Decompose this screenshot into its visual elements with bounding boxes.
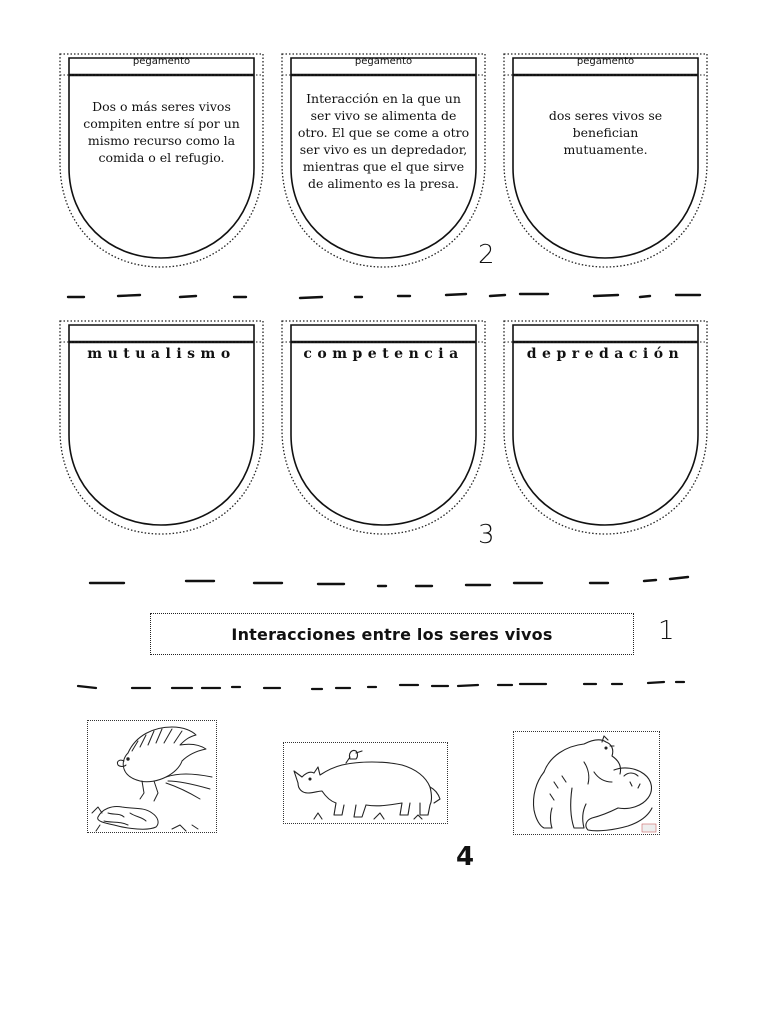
definition-pocket-2	[281, 53, 486, 268]
title-box	[150, 613, 634, 655]
glue-label: pegamento	[132, 56, 191, 67]
definition-pocket-1	[59, 53, 264, 268]
eagle-and-snake-drawing	[88, 721, 218, 834]
term-pocket-3	[503, 320, 708, 535]
term-pocket-1	[59, 320, 264, 535]
section-number-3: 3	[478, 520, 495, 550]
term-pocket-2	[281, 320, 486, 535]
glue-label: pegamento	[576, 56, 635, 67]
section-number-4: 4	[456, 842, 475, 872]
glue-label: pegamento	[354, 56, 413, 67]
section-number-2: 2	[478, 240, 495, 270]
term-label: competencia	[303, 346, 464, 362]
picture-bears-fighting	[513, 731, 660, 835]
bears-fighting-drawing	[514, 732, 661, 836]
definition-text: Interacción en la que un ser vivo se alimenta de otro. El que se come a otro ser vivo es un depredador, mientras que el que sirve de alimento es la presa.	[297, 91, 470, 191]
term-label: mutualismo	[87, 346, 236, 362]
page-title: Interacciones entre los seres vivos	[231, 624, 553, 644]
definition-pocket-3	[503, 53, 708, 268]
rhinoceros-and-bird-drawing	[284, 743, 449, 825]
picture-eagle-snake	[87, 720, 217, 833]
section-number-1: 1	[658, 616, 675, 646]
picture-rhinoceros-bird	[283, 742, 448, 824]
definition-text: Dos o más seres vivos compiten entre sí por un mismo recurso como la comida o el refugio.	[83, 99, 240, 165]
definition-text: dos seres vivos se benefician mutuamente.	[548, 108, 663, 157]
term-label: depredación	[526, 346, 685, 362]
pocket-outline	[503, 53, 708, 268]
